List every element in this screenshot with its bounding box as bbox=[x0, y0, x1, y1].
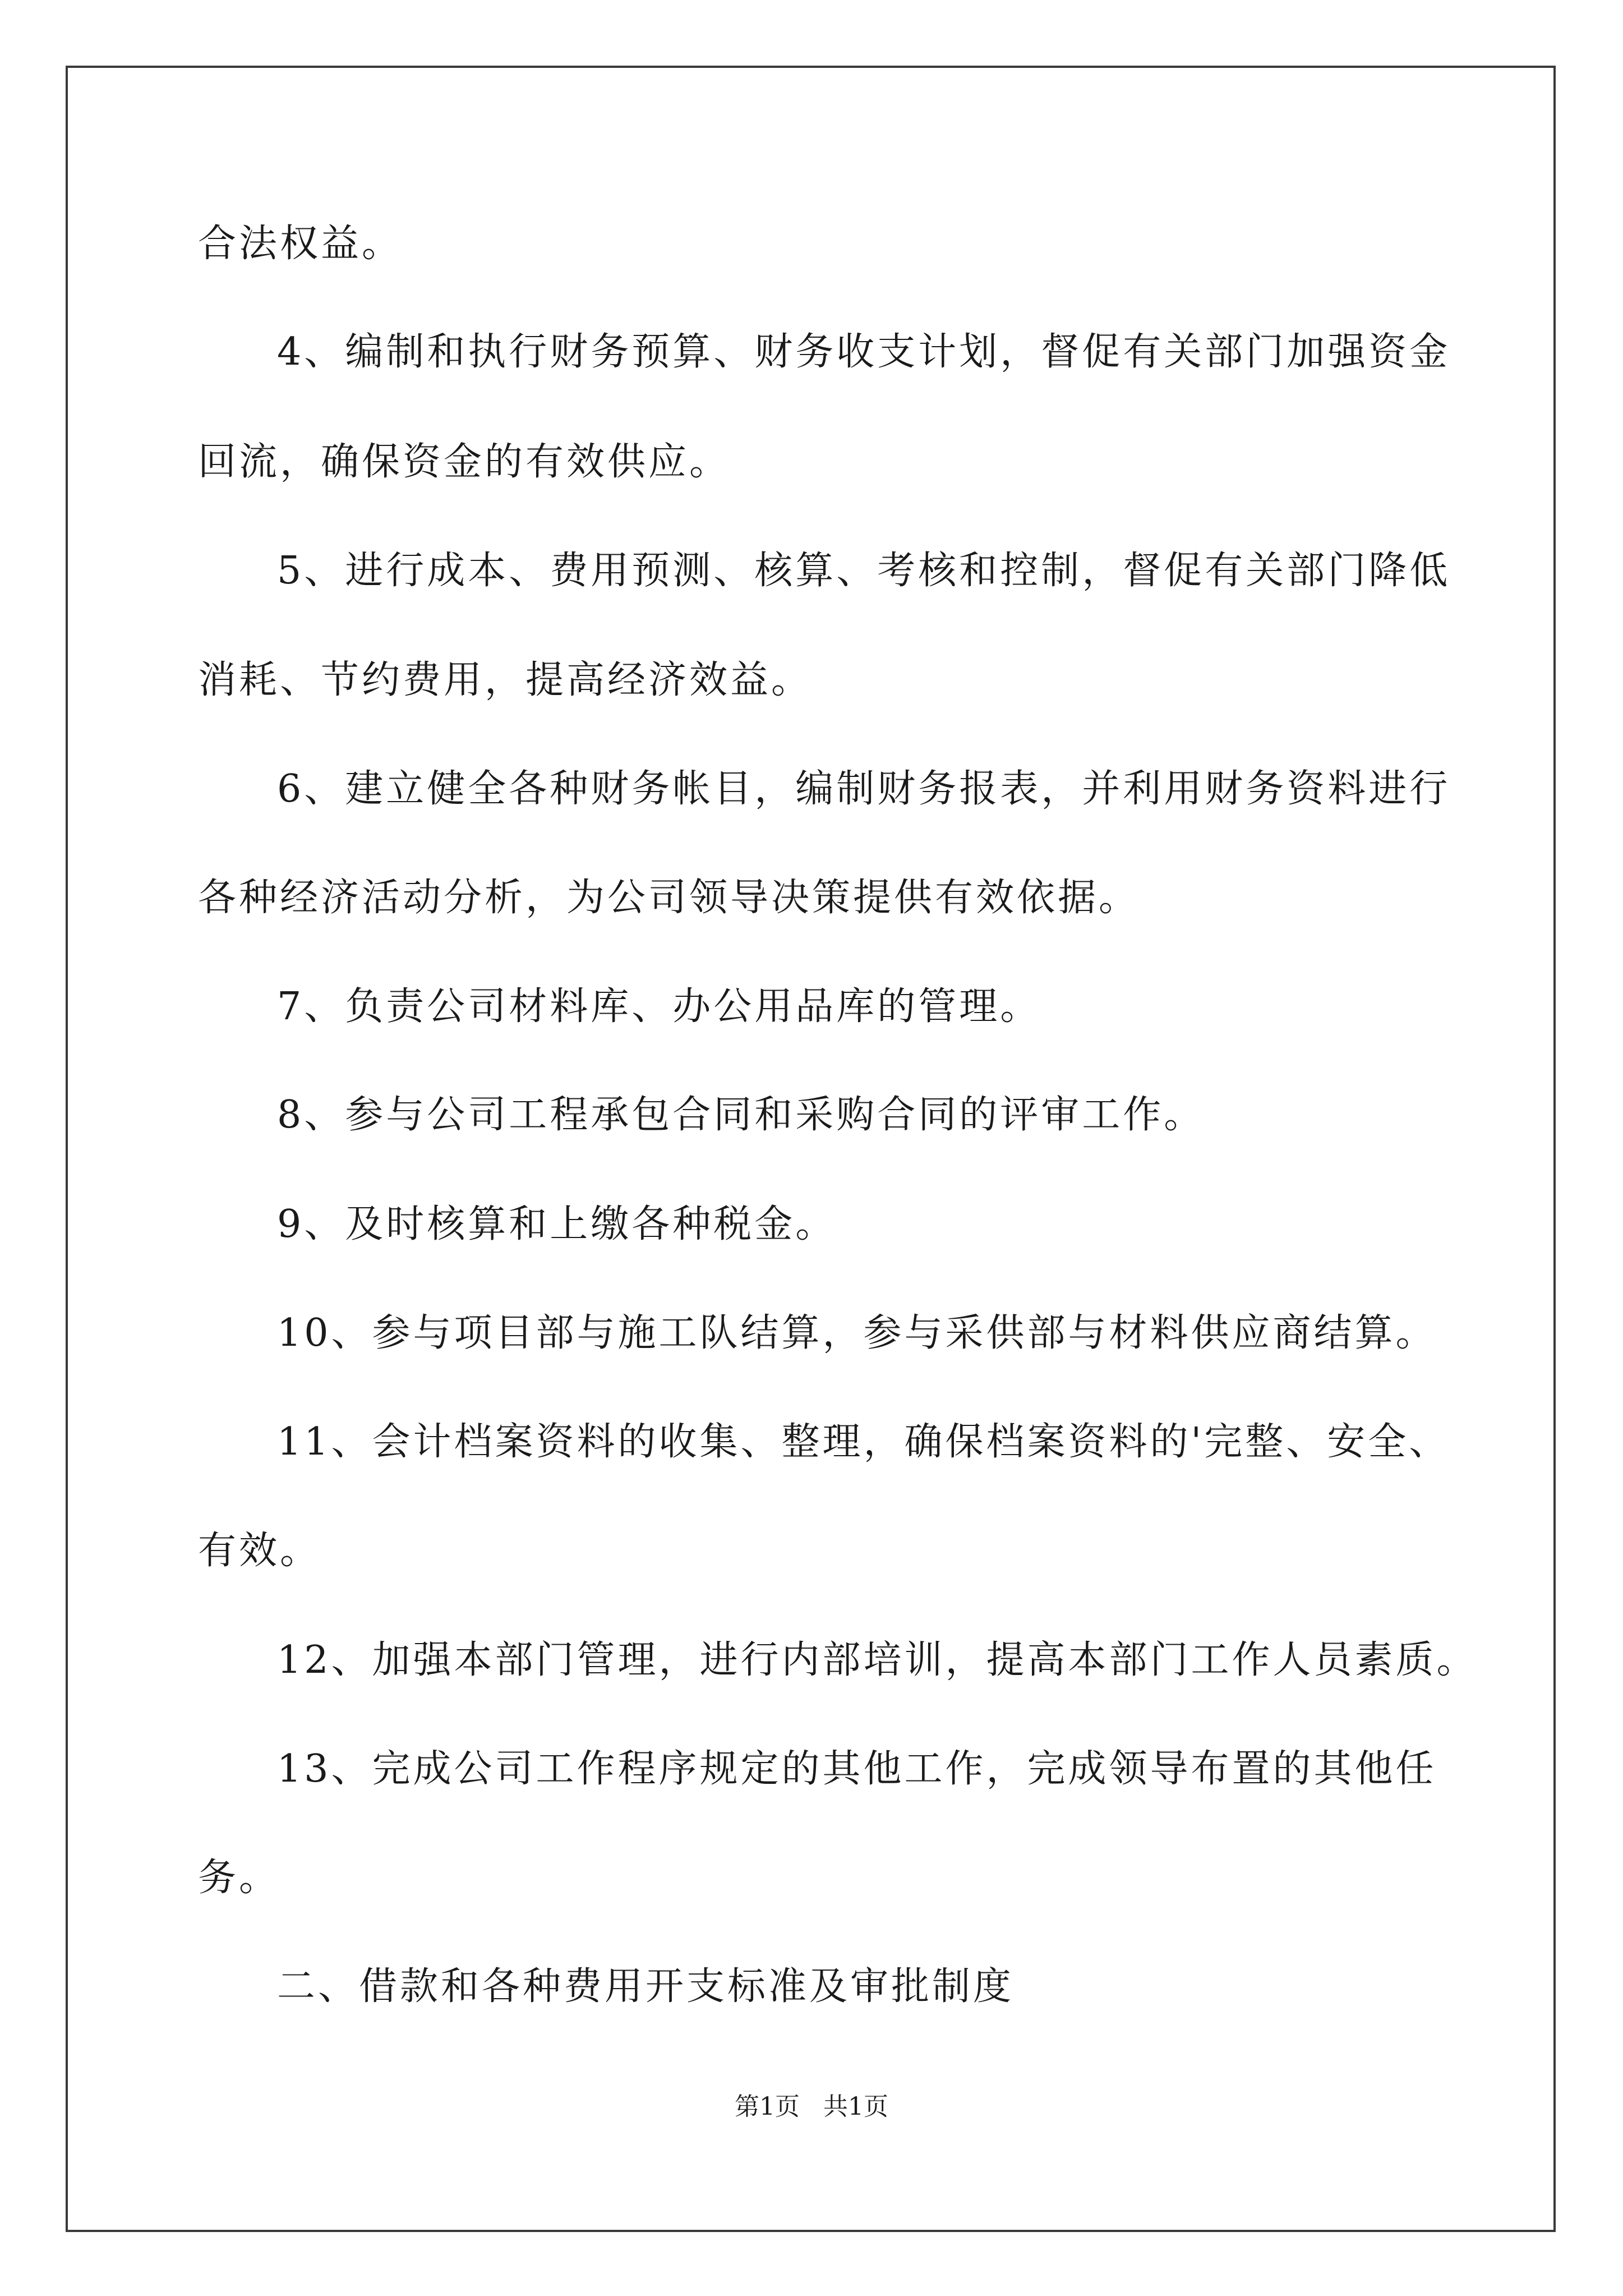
text-line-5: 消耗、节约费用，提高经济效益。 bbox=[198, 658, 813, 702]
text-line-15: 13、完成公司工作程序规定的其他工作，完成领导布置的其他任 bbox=[277, 1747, 1437, 1791]
text-line-10: 9、及时核算和上缴各种税金。 bbox=[277, 1202, 837, 1246]
text-line-6: 6、建立健全各种财务帐目，编制财务报表，并利用财务资料进行 bbox=[277, 767, 1451, 811]
text-line-8: 7、负责公司材料库、办公用品库的管理。 bbox=[277, 984, 1041, 1029]
text-line-9: 8、参与公司工程承包合同和采购合同的评审工作。 bbox=[277, 1093, 1205, 1137]
text-line-17: 二、借款和各种费用开支标准及审批制度 bbox=[277, 1964, 1015, 2009]
text-line-16: 务。 bbox=[198, 1856, 280, 1900]
text-line-7: 各种经济活动分析，为公司领导决策提供有效依据。 bbox=[198, 876, 1140, 920]
text-line-4: 5、进行成本、费用预测、核算、考核和控制，督促有关部门降低 bbox=[277, 549, 1451, 593]
text-line-1: 合法权益。 bbox=[198, 222, 403, 266]
text-line-11: 10、参与项目部与施工队结算，参与采供部与材料供应商结算。 bbox=[277, 1311, 1437, 1355]
text-line-13: 有效。 bbox=[198, 1529, 321, 1573]
text-line-14: 12、加强本部门管理，进行内部培训，提高本部门工作人员素质。 bbox=[277, 1638, 1478, 1682]
text-line-12: 11、会计档案资料的收集、整理，确保档案资料的'完整、安全、 bbox=[277, 1420, 1450, 1464]
text-line-3: 回流，确保资金的有效供应。 bbox=[198, 440, 731, 484]
page-frame bbox=[66, 66, 1556, 2232]
page-footer: 第1页 共1页 bbox=[735, 2092, 888, 2121]
text-line-2: 4、编制和执行财务预算、财务收支计划，督促有关部门加强资金 bbox=[277, 330, 1451, 374]
